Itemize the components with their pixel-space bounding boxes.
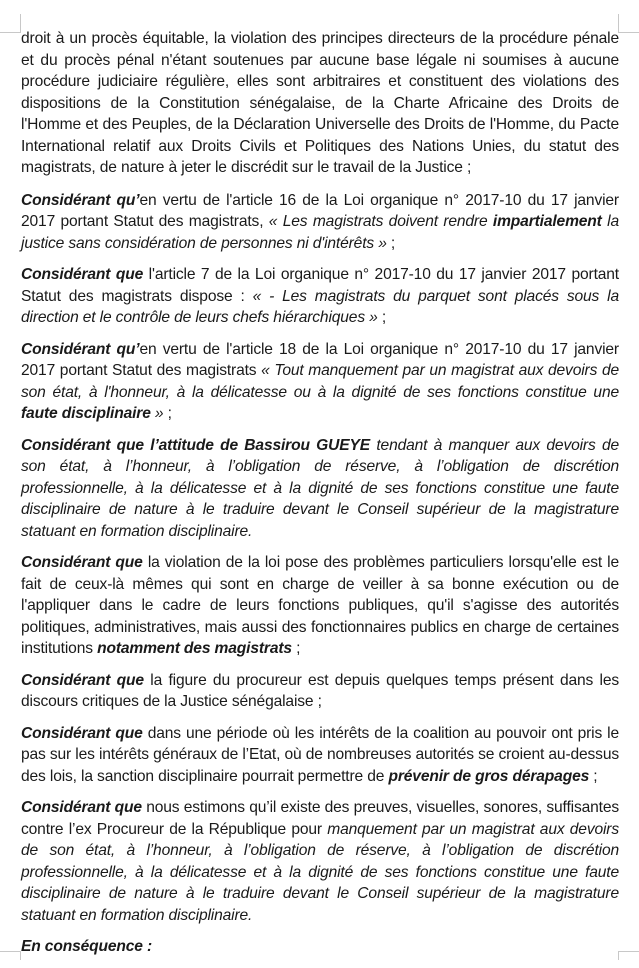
body-text: nous estimons qu’il existe des preuves, visuelles, sonores, suffisantes contre l’ex Procureur de la République pour [21,799,619,838]
paragraph-continuation [21,28,619,179]
crop-mark-top-right [618,14,639,33]
body-text: la violation de la loi pose des problèmes particuliers lorsqu'elle est le fait de ceux-là mêmes qui sont en charge de veiller à sa bonne exécution ou de l'appliquer dans le cadre de leurs fonctions publiques, qu'il s'agisse des autorités politiques, administratives, mais aussi des fonctionnaires publics en charge de certaines institutions [21,554,619,657]
considerant-paragraph [21,264,619,329]
crop-mark-top-left [0,14,21,33]
considerant-paragraph [21,339,619,425]
considerant-paragraph [21,552,619,660]
emphasized-text: Considérant qu’ [21,191,140,209]
quoted-text: manquement par un magistrat aux devoirs de son état, à l’honneur, à l’obligation de réserve, à l’obligation de discrétion professionnelle, à la délicatesse et à la dignité de ses fonctions constitue une faute disciplinaire de nature à le traduire devant le Conseil supérieur de la magistrature statuant en formation disciplinaire. [21,820,619,924]
quoted-text: « Les magistrats doivent rendre [268,213,493,230]
considerant-paragraph [21,670,619,713]
body-text: dans une période où les intérêts de la coalition au pouvoir ont pris le pas sur les intérêts généraux de l’Etat, où de nombreuses autorités se croient au-dessus des lois, la sanction disciplinaire pourrait permettre de [21,724,620,785]
emphasized-text: Considérant que [21,266,144,283]
emphasized-text: Considérant qu’ [21,340,140,358]
considerant-paragraph [21,435,619,543]
quoted-text: « Tout manquement par un magistrat aux devoirs de son état, à l'honneur, à la délicatesse ou à la dignité de ses fonctions constitue une [21,362,619,401]
body-text: ; [589,767,598,785]
body-text: ; [386,234,396,252]
emphasized-text: faute disciplinaire [21,405,151,422]
emphasized-text: Considérant que [21,724,143,742]
quoted-text: la justice sans considération de personnes ni d'intérêts » [21,213,619,252]
crop-mark-bottom-right [618,951,639,960]
document-body [21,28,619,968]
emphasized-text: impartialement [492,213,602,230]
crop-mark-bottom-left [0,951,21,960]
body-text: droit à un procès équitable, la violation des principes directeurs de la procédure pénale et du procès pénal n'étant soutenues par aucune base légale ni soumises à aucune procédure judiciaire régulière, elles sont arbitraires et constituent des violations des dispositions de la Constitution sénégalaise, de la Charte Africaine des Droits de l'Homme et des Peuples, de la Déclaration Universelle des Droits de l'Homme, du Pacte International relatif aux Droits Civils et Politiques des Nations Unies, du statut des magistrats, de nature à jeter le discrédit sur le travail de la Justice ; [21,30,619,176]
body-text: ; [291,640,301,657]
conclusion-heading [21,936,619,958]
body-text: en vertu de l'article 18 de la Loi organique n° 2017-10 du 17 janvier 2017 portant Statut des magistrats [21,340,619,379]
body-text: ; [163,405,172,422]
emphasized-text: Considérant que [21,799,142,816]
body-text: en vertu de l'article 16 de la Loi organique n° 2017-10 du 17 janvier 2017 portant Statut des magistrats, [21,191,619,230]
emphasized-text: Considérant que [21,554,143,571]
emphasized-text: prévenir de gros dérapages [388,767,590,785]
body-text: l'article 7 de la Loi organique n° 2017-10 du 17 janvier 2017 portant Statut des magistrats dispose : [21,266,619,305]
body-text: la figure du procureur est depuis quelques temps présent dans les discours critiques de la Justice sénégalaise ; [21,671,620,710]
quoted-text: « - Les magistrats du parquet sont placés sous la direction et le contrôle de leurs chefs hiérarchiques » [21,287,619,326]
emphasized-text: notamment des magistrats [97,640,292,657]
considerant-paragraph [21,797,619,926]
emphasized-text: Considérant que l’attitude de Bassirou GUEYE [21,436,371,454]
emphasized-text: En conséquence : [21,938,153,955]
considerant-paragraph [21,723,619,788]
body-text: ; [377,309,387,326]
emphasized-text: Considérant que [21,671,144,689]
considerant-paragraph [21,190,619,255]
quoted-text: » [150,405,164,422]
quoted-text: tendant à manquer aux devoirs de son état, à l’honneur, à l’obligation de réserve, à l’obligation de discrétion professionnelle, à la délicatesse et à la dignité de ses fonctions constitue une faute disciplinaire de nature à le traduire devant le Conseil supérieur de la magistrature statuant en formation disciplinaire. [21,436,619,540]
